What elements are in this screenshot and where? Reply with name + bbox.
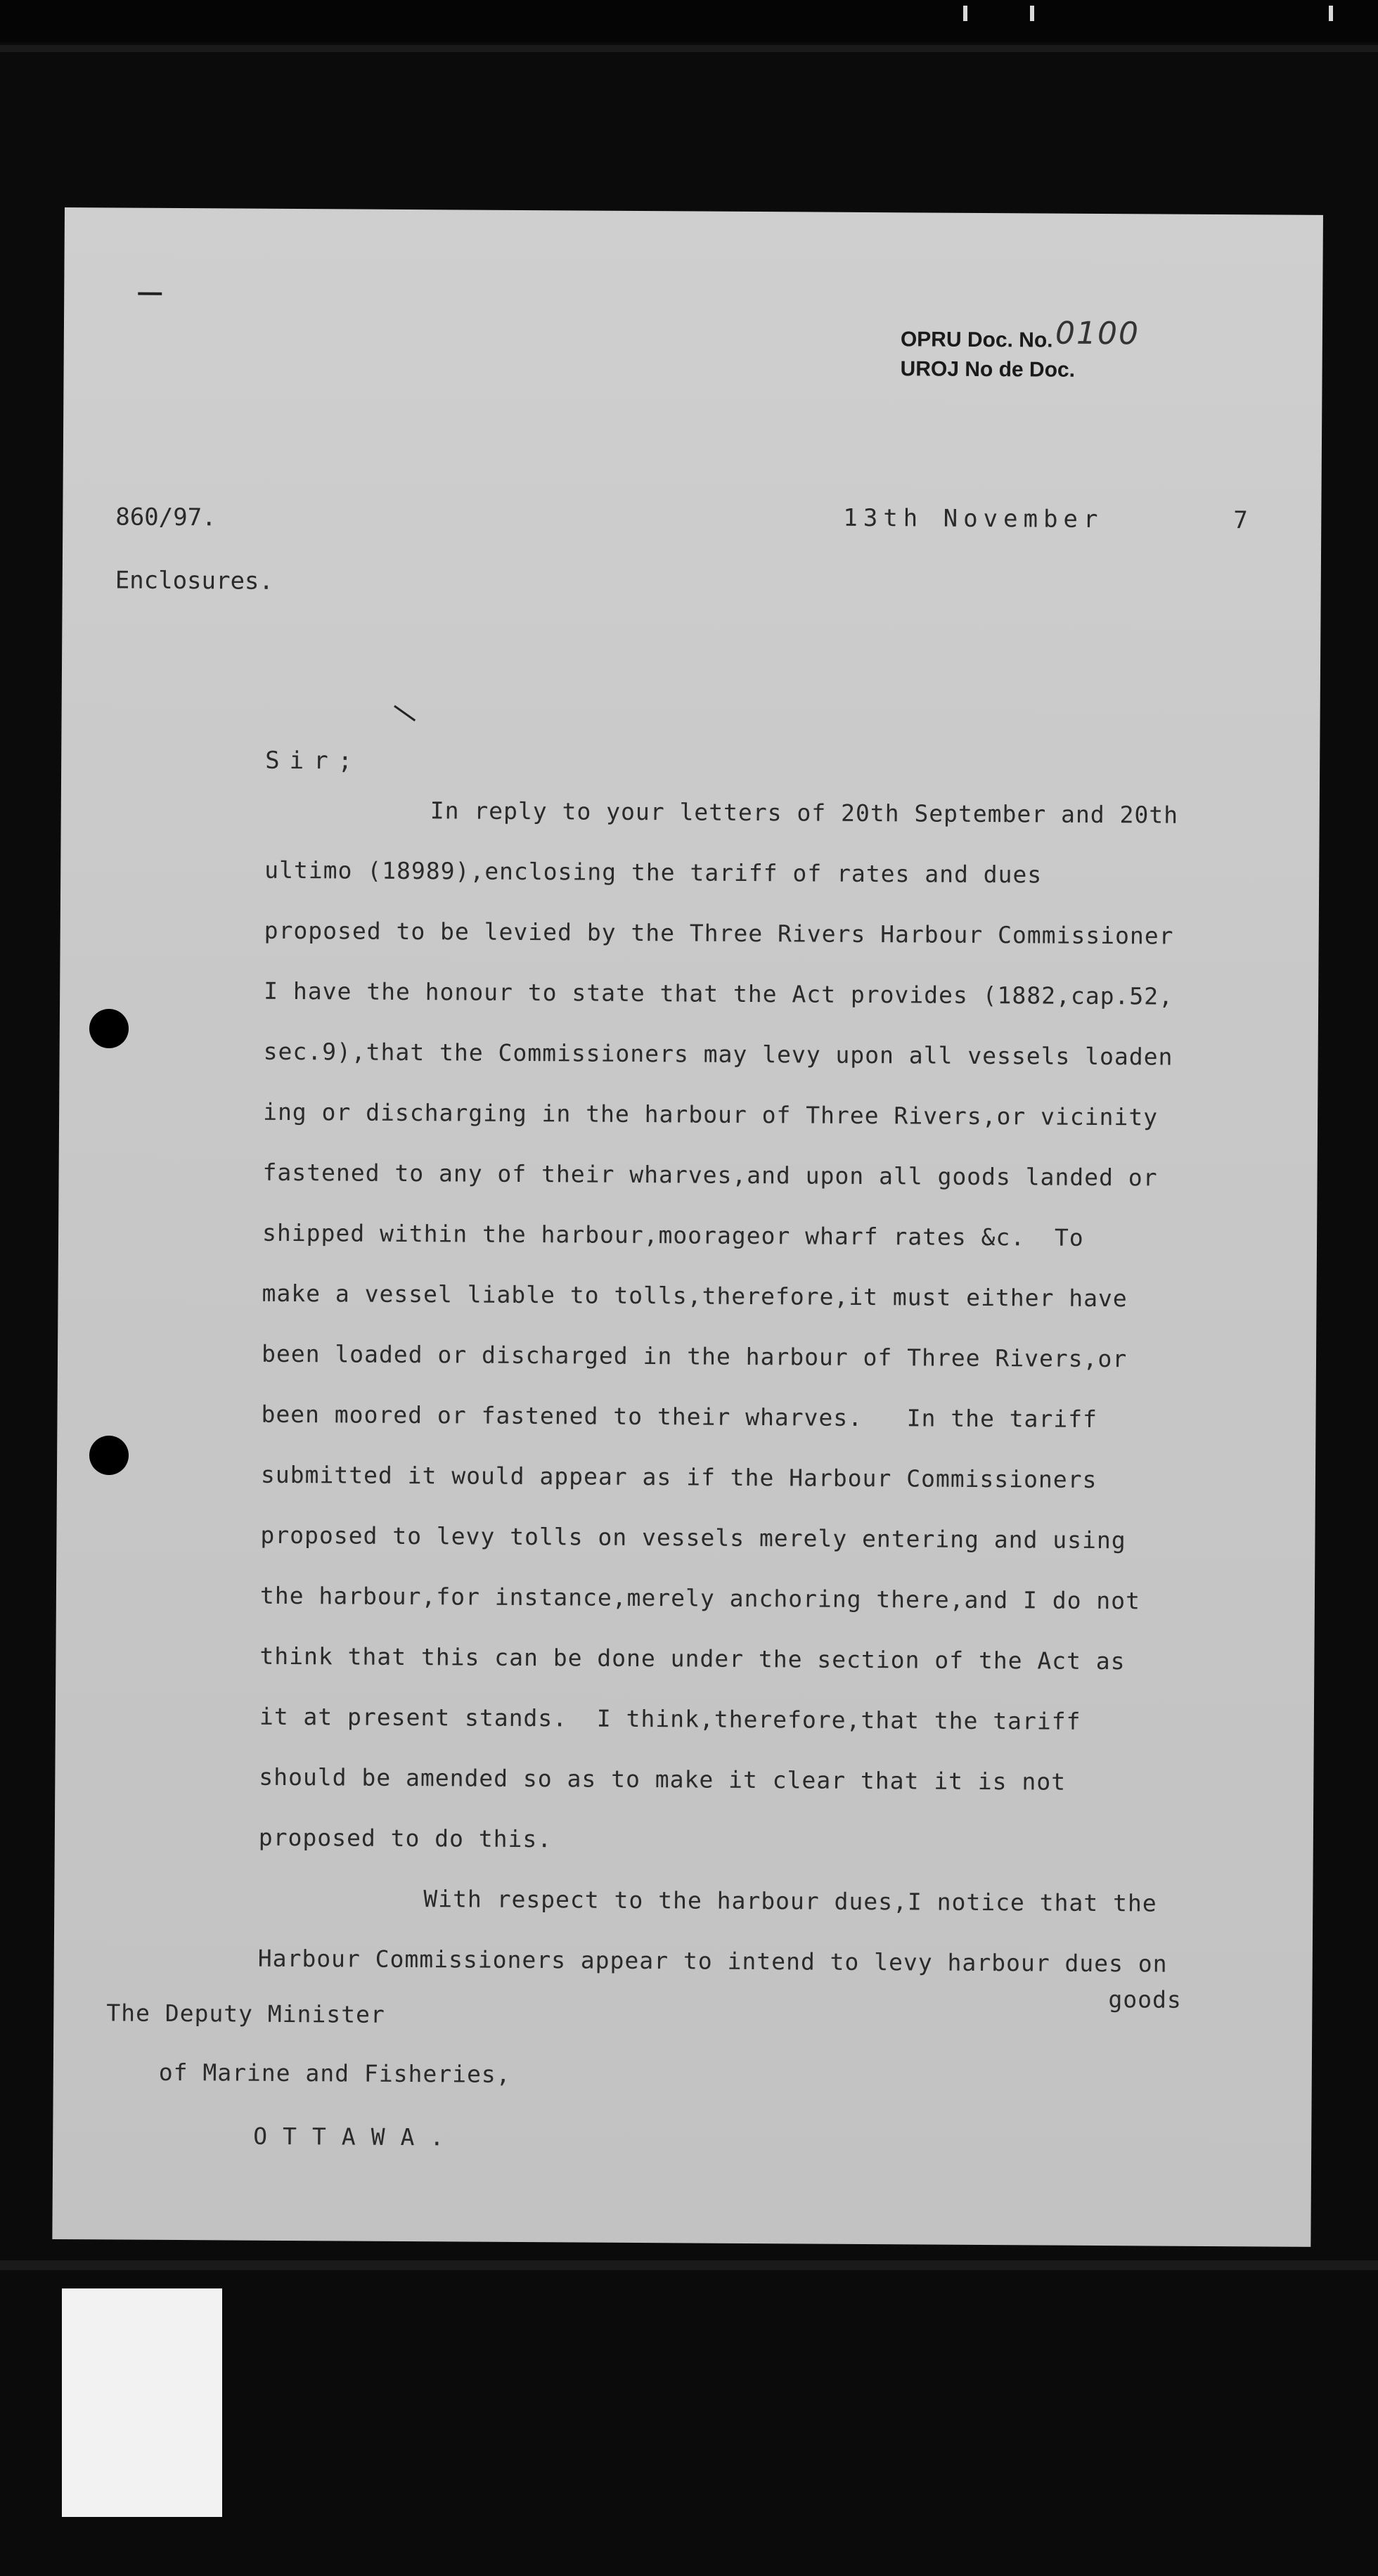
body-line: it at present stands. I think,therefore,that the tariff bbox=[259, 1702, 1081, 1735]
body-line: I have the honour to state that the Act provides (1882,cap.52, bbox=[264, 977, 1174, 1010]
punch-hole bbox=[89, 1009, 129, 1048]
body-line: should be amended so as to make it clear that it is not bbox=[259, 1763, 1067, 1796]
pen-mark bbox=[138, 292, 162, 295]
body-line: make a vessel liable to tolls,therefore,it must either have bbox=[262, 1279, 1128, 1313]
film-mark bbox=[1030, 6, 1034, 21]
file-reference: 860/97. bbox=[115, 503, 217, 532]
salutation: Sir; bbox=[265, 746, 363, 775]
body-line: been loaded or discharged in the harbour of Three Rivers,or bbox=[261, 1339, 1128, 1373]
film-top-strip bbox=[0, 0, 1378, 42]
pen-mark bbox=[394, 705, 416, 721]
body-line: fastened to any of their wharves,and upon all goods landed or bbox=[262, 1158, 1158, 1192]
body-line: ultimo (18989),enclosing the tariff of rates and dues bbox=[264, 856, 1043, 889]
body-line: been moored or fastened to their wharves. In the tariff bbox=[261, 1400, 1098, 1434]
document-page bbox=[52, 207, 1323, 2247]
body-line: proposed to do this. bbox=[258, 1823, 553, 1853]
body-line: proposed to be levied by the Three Rivers Harbour Commissioner bbox=[264, 916, 1174, 950]
address-line-1: The Deputy Minister bbox=[106, 1999, 385, 2028]
body-line: In reply to your letters of 20th September and 20th bbox=[430, 797, 1179, 829]
stamp-document-number: 0100 bbox=[1055, 315, 1140, 352]
archive-stamp bbox=[900, 325, 1075, 385]
film-mark bbox=[963, 6, 967, 21]
film-label bbox=[62, 2288, 222, 2517]
enclosures-note: Enclosures. bbox=[115, 566, 274, 595]
body-line: Harbour Commissioners appear to intend to levy harbour dues on bbox=[257, 1944, 1168, 1978]
letter-date: 13th November bbox=[843, 503, 1104, 534]
body-line: shipped within the harbour,moorageor wharf rates &c. To bbox=[262, 1218, 1084, 1251]
body-line: ing or discharging in the harbour of Three Rivers,or vicinity bbox=[263, 1097, 1159, 1131]
film-band bbox=[0, 2260, 1378, 2270]
body-line: think that this can be done under the section of the Act as bbox=[259, 1642, 1126, 1675]
stamp-line-1: OPRU Doc. No. bbox=[900, 328, 1053, 352]
catchword: goods bbox=[1108, 1985, 1182, 2014]
address-line-2: of Marine and Fisheries, bbox=[158, 2058, 511, 2088]
film-mark bbox=[1329, 6, 1333, 21]
body-line: submitted it would appear as if the Harbour Commissioners bbox=[260, 1460, 1097, 1494]
body-line: sec.9),that the Commissioners may levy upon all vessels loaden bbox=[263, 1037, 1173, 1071]
body-line: With respect to the harbour dues,I notice that the bbox=[423, 1885, 1157, 1917]
film-band bbox=[0, 45, 1378, 52]
body-line: proposed to levy tolls on vessels merely entering and using bbox=[260, 1521, 1126, 1554]
body-line: the harbour,for instance,merely anchoring there,and I do not bbox=[259, 1581, 1141, 1615]
letter-date-year: 7 bbox=[1233, 506, 1248, 535]
punch-hole bbox=[89, 1436, 129, 1475]
stamp-line-2: UROJ No de Doc. bbox=[900, 357, 1076, 382]
address-city: OTTAWA. bbox=[253, 2122, 460, 2151]
